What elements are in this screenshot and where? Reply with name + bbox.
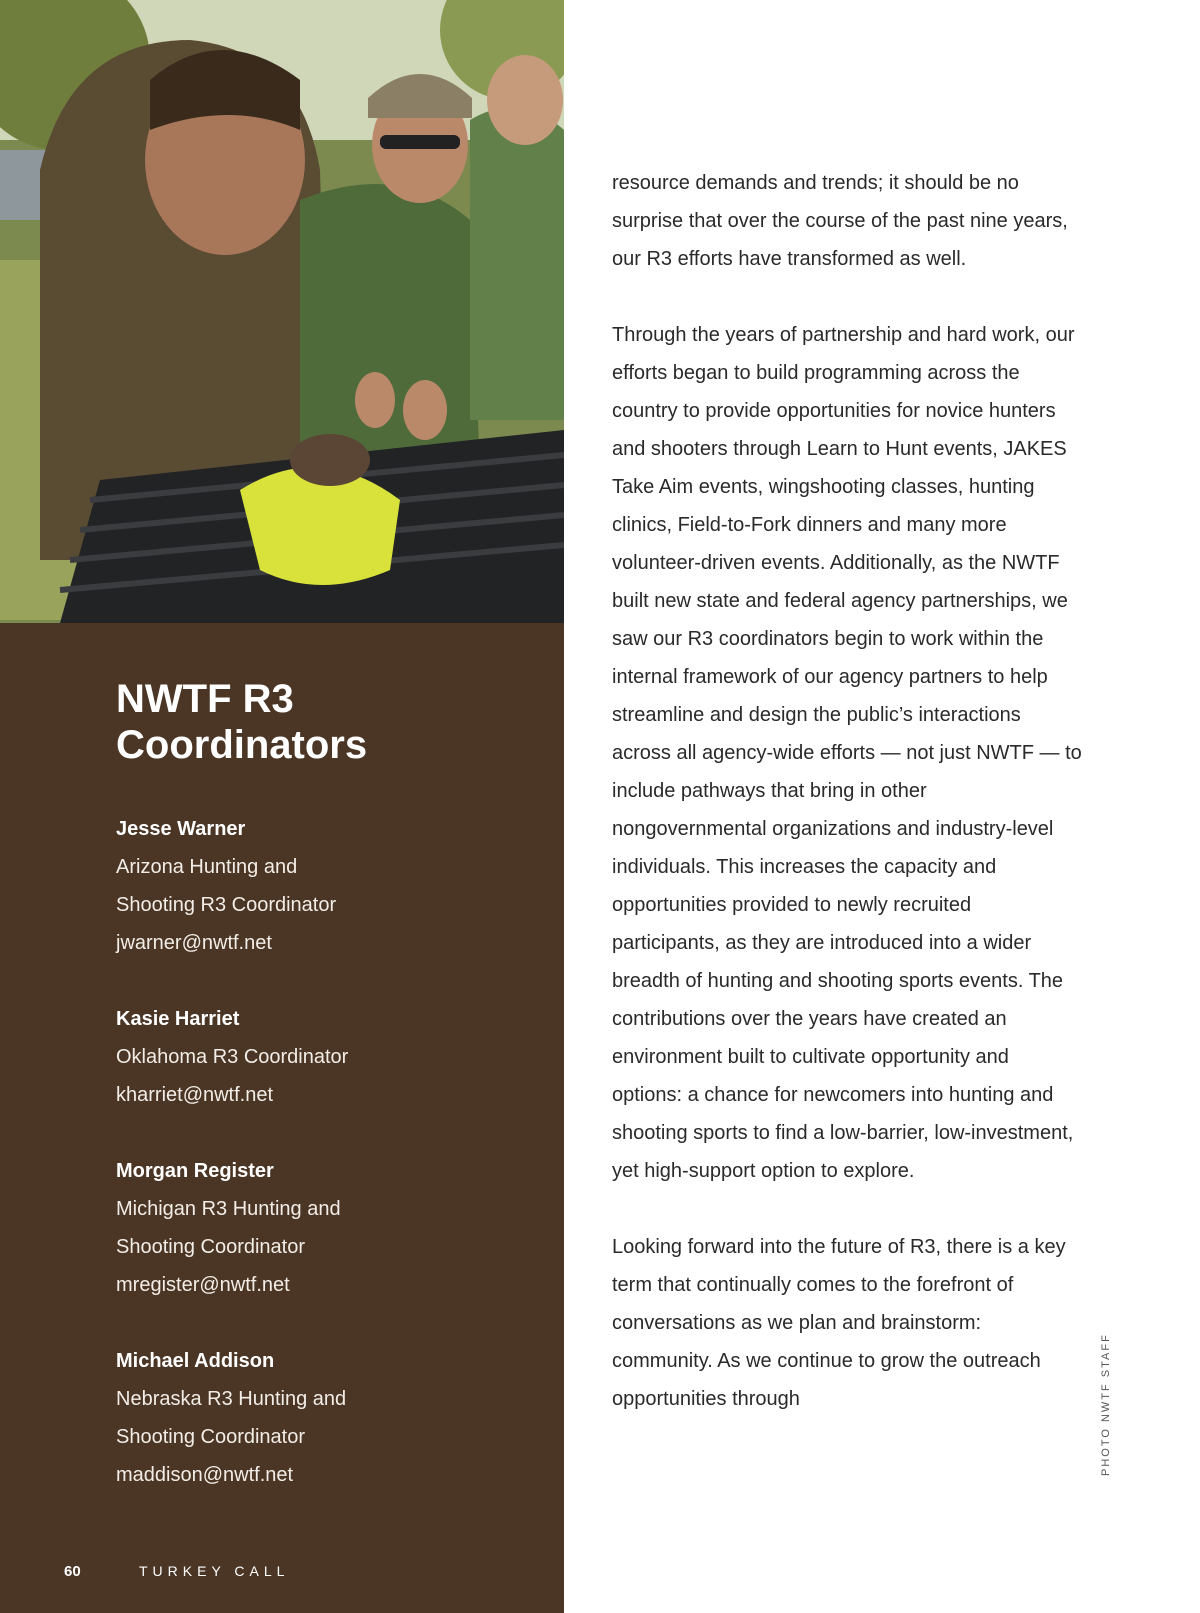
coordinator-name: Jesse Warner (116, 818, 246, 840)
page-number: 60 (64, 1563, 81, 1580)
coordinator-email: mregister@nwtf.net (116, 1274, 290, 1296)
sidebar-panel (0, 0, 564, 1613)
coordinator-role: Nebraska R3 Hunting and (116, 1388, 347, 1410)
photo-credit: PHOTO NWTF STAFF (1100, 1333, 1112, 1476)
coordinator-role: Shooting Coordinator (116, 1426, 306, 1448)
coordinator-entry (116, 1342, 546, 1494)
coordinator-entry (116, 810, 546, 962)
coordinator-role: Shooting Coordinator (116, 1236, 306, 1258)
photo-hunters-cleaning-game (0, 0, 564, 623)
coordinator-role: Michigan R3 Hunting and (116, 1198, 341, 1220)
coordinator-role: Shooting R3 Coordinator (116, 894, 337, 916)
coordinator-email: jwarner@nwtf.net (116, 932, 272, 954)
coordinator-entry (116, 1152, 546, 1304)
article-paragraph: Through the years of partnership and hard work, our efforts began to build programming across the country to provide opportunities for novice hunters and shooters through Learn to Hunt events, JAKES Take Aim events, wingshooting classes, hunting clinics, Field-to-Fork dinners and many more volunteer-driven events. Additionally, as the NWTF built new state and federal agency partnerships, we saw our R3 coordinators begin to work within the internal framework of our agency partners to help streamline and design the public’s interactions across all agency-wide efforts — not just NWTF — to include pathways that bring in other nongovernmental organizations and industry-level individuals. This increases the capacity and opportunities provided to newly recruited participants, as they are introduced into a wider breadth of hunting and shooting sports events. The contributions over the years have created an environment built to cultivate opportunity and options: a chance for newcomers into hunting and shooting sports to find a low-barrier, low-investment, yet high-support option to explore. (612, 324, 1082, 1182)
coordinator-name: Kasie Harriet (116, 1008, 240, 1030)
coordinator-list (116, 810, 546, 1532)
coordinator-name: Morgan Register (116, 1160, 274, 1182)
coordinator-entry (116, 1000, 546, 1114)
sidebar-title-line1: NWTF R3 (116, 677, 294, 721)
article-paragraph: Looking forward into the future of R3, there is a key term that continually comes to the forefront of conversations as we plan and brainstorm: community. As we continue to grow the outreach opportunities through (612, 1236, 1066, 1410)
coordinator-email: kharriet@nwtf.net (116, 1084, 274, 1106)
article-paragraph: resource demands and trends; it should be no surprise that over the course of the past nine years, our R3 efforts have transformed as well. (612, 172, 1068, 270)
sidebar-title (116, 676, 536, 768)
magazine-name: TURKEY CALL (139, 1563, 290, 1579)
coordinator-role: Oklahoma R3 Coordinator (116, 1046, 349, 1068)
article-body (612, 164, 1082, 1456)
coordinator-role: Arizona Hunting and (116, 856, 298, 878)
sidebar-title-line2: Coordinators (116, 723, 368, 767)
coordinator-name: Michael Addison (116, 1350, 275, 1372)
coordinator-email: maddison@nwtf.net (116, 1464, 294, 1486)
